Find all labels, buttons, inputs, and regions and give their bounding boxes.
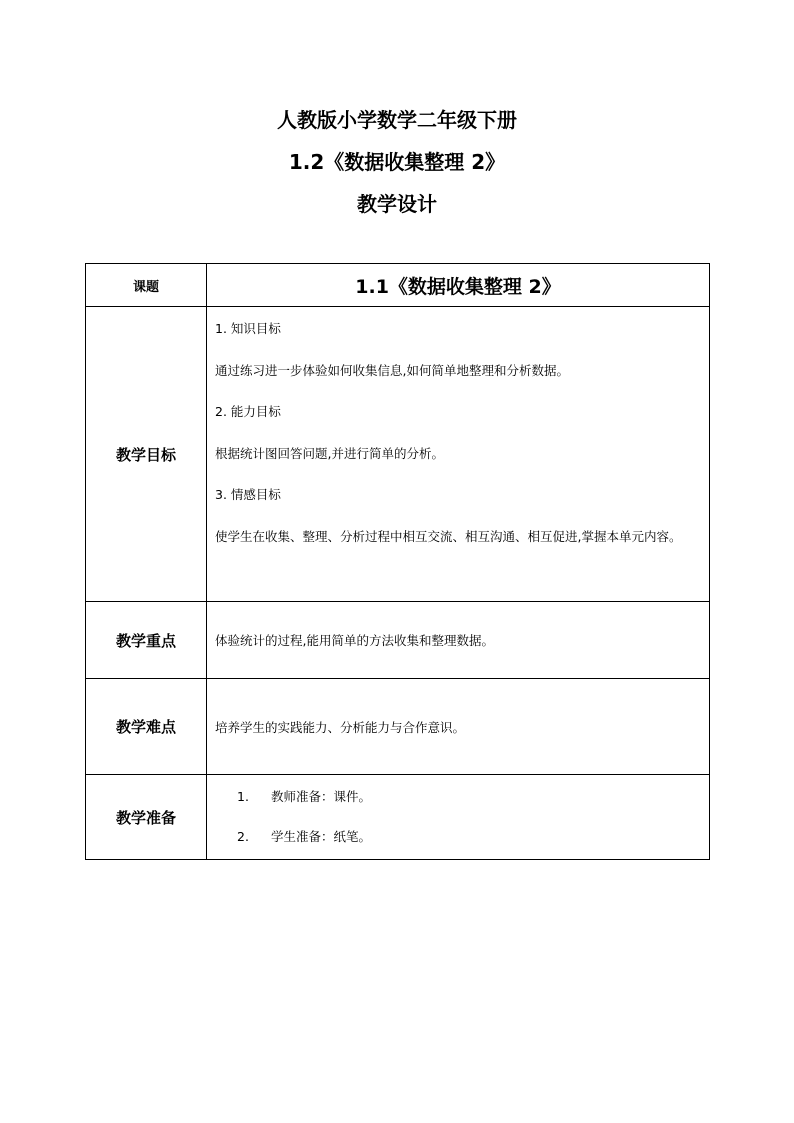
list-item-number: 2. (237, 829, 249, 844)
objective-text-knowledge: 通过练习进一步体验如何收集信息,如何简单地整理和分析数据。 (215, 362, 569, 378)
key-points-label: 教学重点 (86, 602, 207, 679)
objectives-content (207, 307, 710, 602)
difficulties-value: 培养学生的实践能力、分析能力与合作意识。 (207, 679, 710, 775)
table-row-preparation (86, 775, 710, 860)
list-item-text: 教师准备：课件。 (271, 789, 372, 804)
objective-heading-knowledge: 1. 知识目标 (215, 321, 281, 336)
table-row-topic (86, 264, 710, 307)
list-item-number: 1. (237, 789, 249, 804)
preparation-list (215, 777, 703, 857)
lesson-plan-table (85, 263, 710, 860)
document-subtitle: 教学设计 (357, 192, 437, 216)
topic-label: 课题 (86, 264, 207, 307)
preparation-content (207, 775, 710, 860)
lesson-title: 1.2《数据收集整理 2》 (288, 150, 506, 174)
list-item (237, 777, 703, 817)
preparation-label: 教学准备 (86, 775, 207, 860)
objective-text-ability: 根据统计图回答问题,并进行简单的分析。 (215, 445, 444, 461)
table-row-objectives (86, 307, 710, 602)
key-points-value: 体验统计的过程,能用简单的方法收集和整理数据。 (207, 602, 710, 679)
topic-value: 1.1《数据收集整理 2》 (207, 264, 710, 307)
table-row-difficulties (86, 679, 710, 775)
list-item (237, 817, 703, 857)
difficulties-label: 教学难点 (86, 679, 207, 775)
objective-heading-ability: 2. 能力目标 (215, 404, 281, 419)
list-item-text: 学生准备：纸笔。 (271, 829, 372, 844)
table-row-key-points (86, 602, 710, 679)
document-title: 人教版小学数学二年级下册 (277, 108, 517, 132)
objective-text-emotion: 使学生在收集、整理、分析过程中相互交流、相互沟通、相互促进,掌握本单元内容。 (215, 528, 682, 544)
objective-heading-emotion: 3. 情感目标 (215, 487, 281, 502)
objectives-label: 教学目标 (86, 307, 207, 602)
